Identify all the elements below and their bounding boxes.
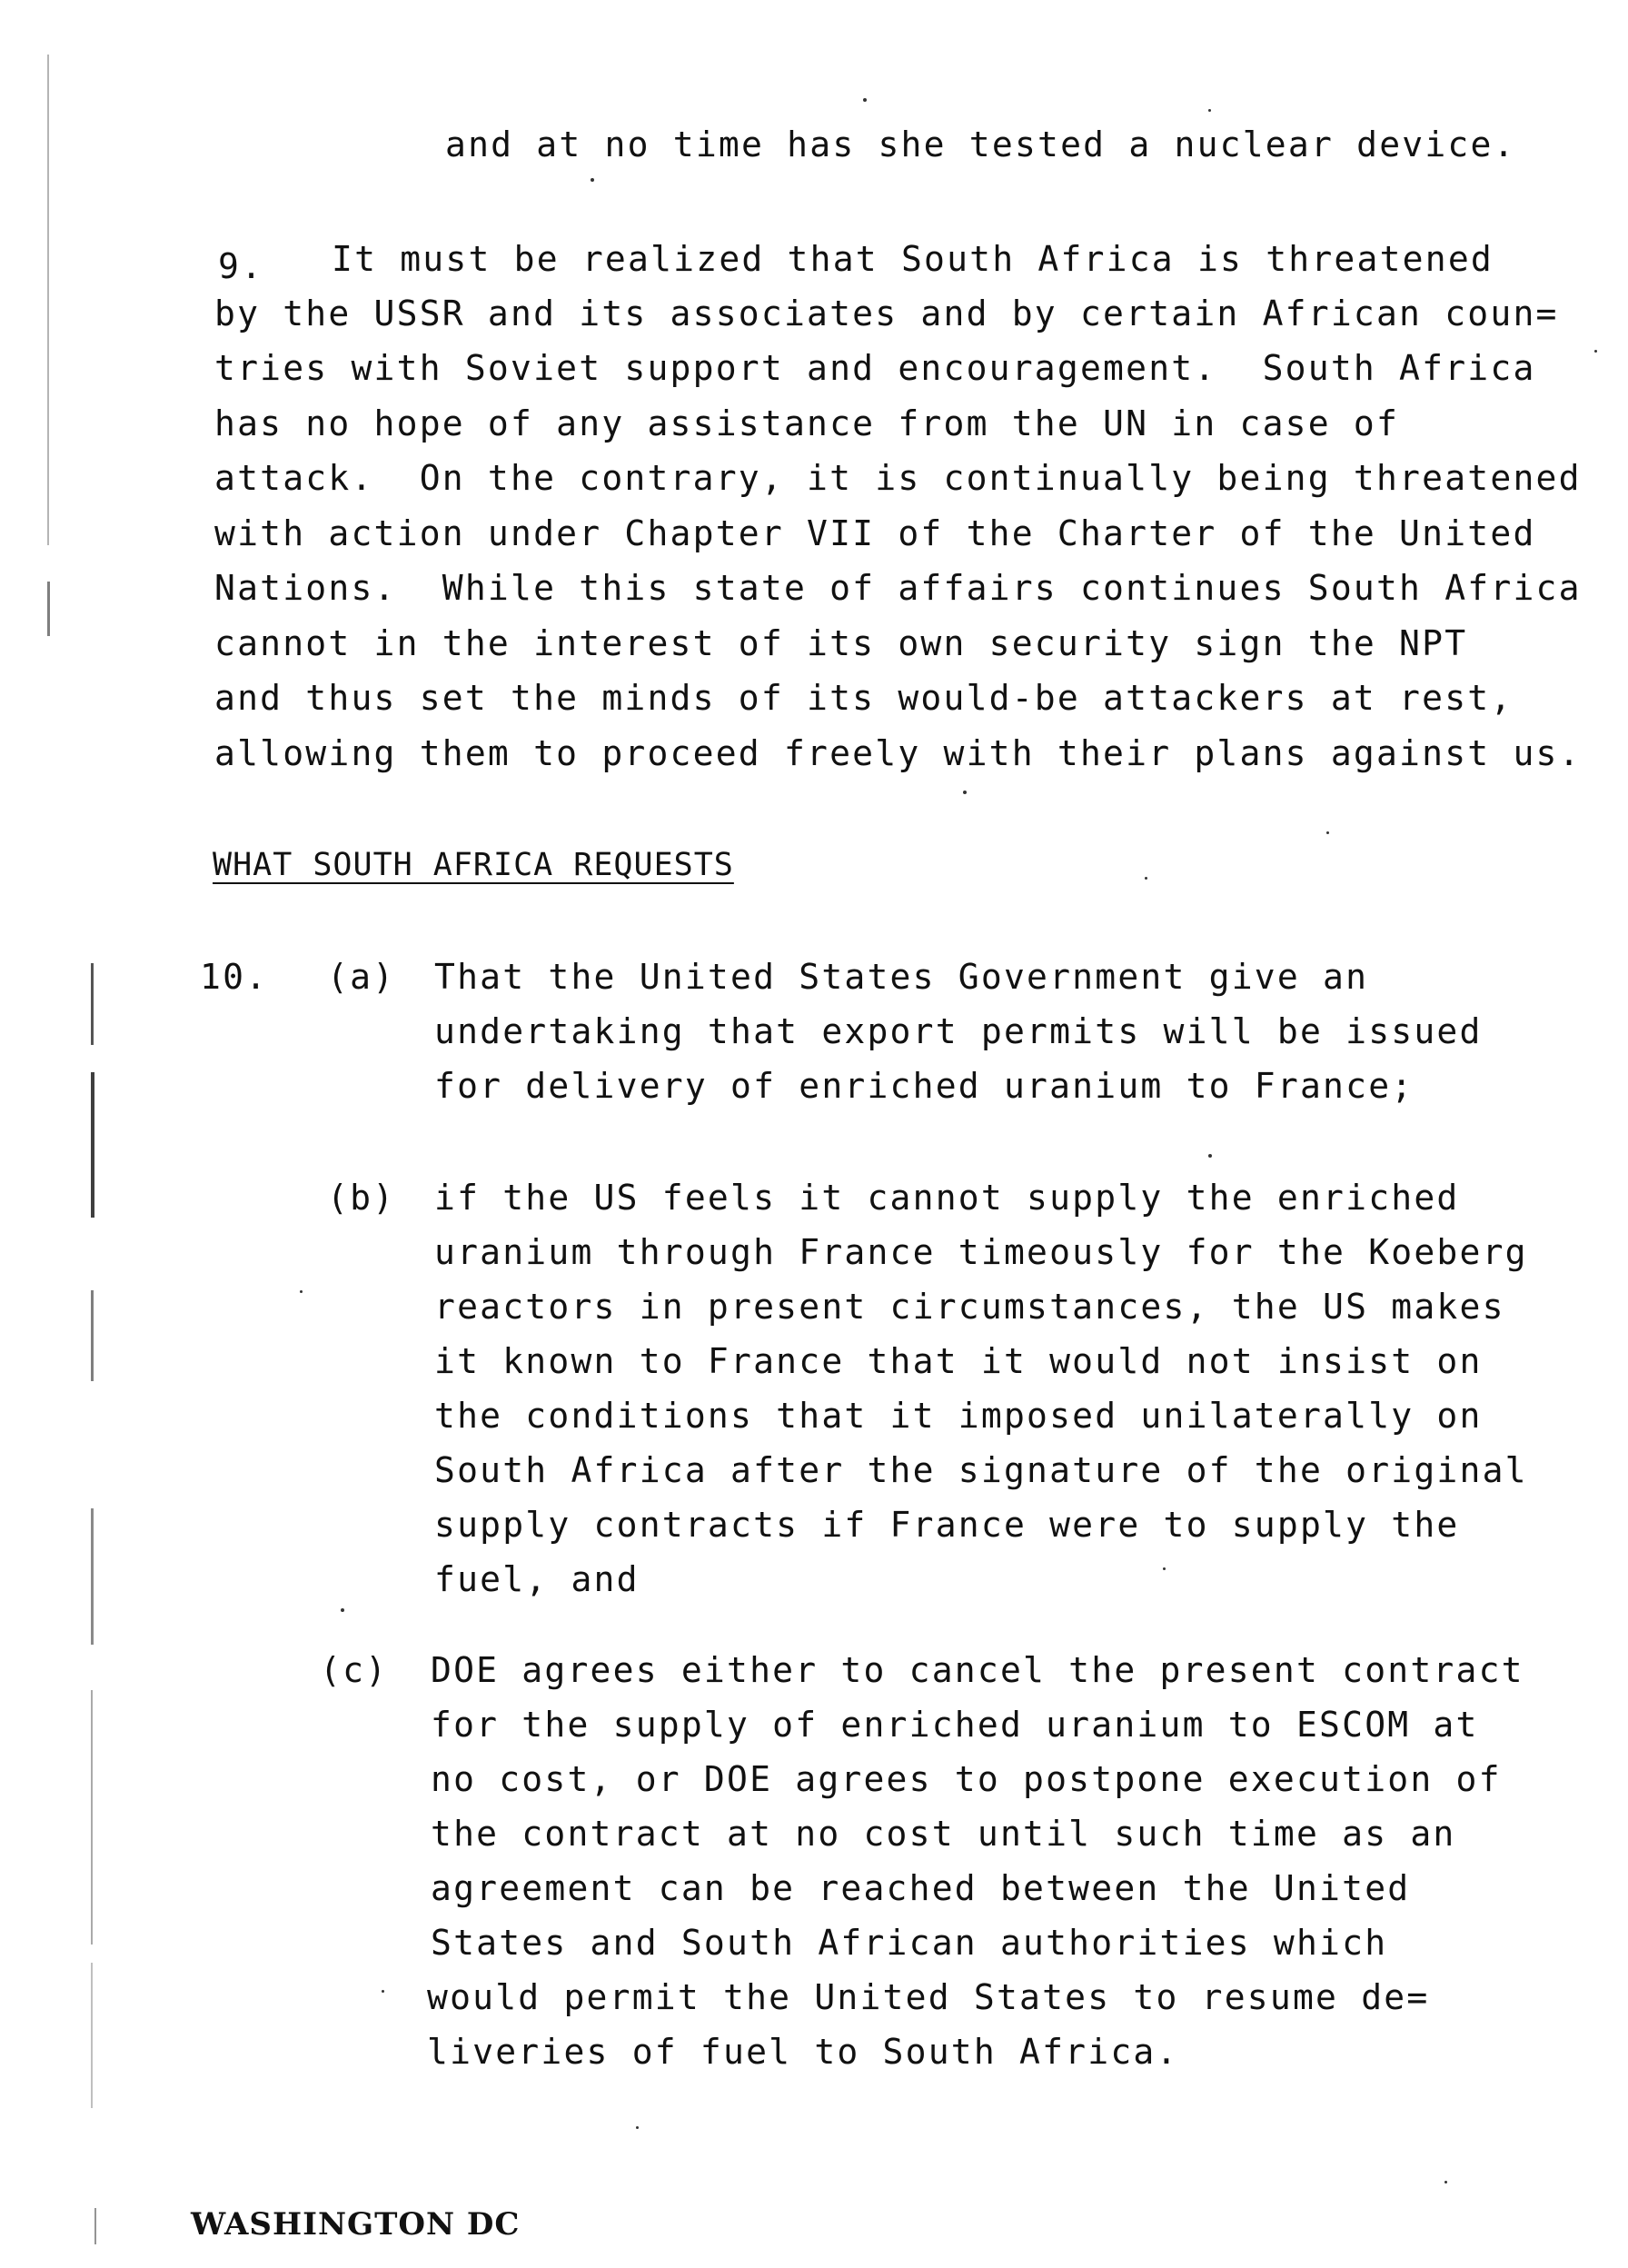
paragraph-9-line bold: attack. On the contrary, it is continually being threatened [214,458,1582,498]
scan-edge-mark [91,1072,94,1218]
item-b-line: fuel, and [434,1559,640,1599]
paragraph-9-number: 9. [218,246,264,286]
item-c-line: for the supply of enriched uranium to ESCOM at [431,1705,1479,1745]
item-b-label: (b) [327,1178,396,1218]
paragraph-9-line: allowing them to proceed freely with their plans against us. [214,733,1582,773]
scan-edge-mark [91,1508,94,1645]
item-b-line: South Africa after the signature of the original [434,1450,1528,1490]
scan-edge-mark [91,1290,94,1381]
paragraph-9-line: with action under Chapter VII of the Charter of the United [214,513,1536,553]
paragraph-10-number: 10. [200,957,269,997]
item-b-line: supply contracts if France were to supply the [434,1505,1460,1545]
scan-speck [591,178,594,182]
paragraph-9-line: tries with Soviet support and encouragement. South Africa [214,348,1536,388]
item-b-line: if the US feels it cannot supply the enriched [434,1178,1460,1218]
scan-edge-mark [91,963,94,1045]
paragraph-9-line: has no hope of any assistance from the UN in case of [214,403,1400,443]
item-a-line: undertaking that export permits will be issued [434,1011,1483,1051]
item-a-label: (a) [327,957,396,997]
item-b-line: uranium through France timeously for the Koeberg [434,1232,1528,1272]
paragraph-9-line: It must be realized that South Africa is threatened [332,239,1494,279]
continuation-line: and at no time has she tested a nuclear device. [445,124,1516,164]
item-c-line: would permit the United States to resume de= [427,1977,1430,2017]
item-b-line: reactors in present circumstances, the US makes [434,1287,1505,1327]
item-a-line: for delivery of enriched uranium to France; [434,1066,1415,1106]
item-c-line: States and South African authorities which [431,1923,1388,1963]
item-b-line: it known to France that it would not insist on [434,1341,1483,1381]
paragraph-9-line: by the USSR and its associates and by certain African coun= [214,293,1559,333]
section-heading: WHAT SOUTH AFRICA REQUESTS [213,847,734,883]
footer-location: WASHINGTON DC [191,2206,521,2243]
item-c-line: liveries of fuel to South Africa. [427,2032,1179,2072]
paragraph-9-line: cannot in the interest of its own security sign the NPT [214,623,1468,663]
item-c-line: agreement can be reached between the United [431,1868,1411,1908]
scan-edge-mark [94,2208,96,2244]
scan-speck [300,1290,303,1293]
scan-speck [1163,1567,1166,1570]
scan-speck [863,98,867,102]
scan-speck [1444,2181,1447,2183]
scan-edge-mark [91,1963,93,2108]
scan-speck [1594,350,1597,353]
paragraph-9-line: Nations. While this state of affairs continues South Africa [214,568,1582,608]
scan-speck [1208,109,1211,112]
item-a-line: That the United States Government give an [434,957,1369,997]
scan-speck [963,791,967,794]
scan-speck [1208,1154,1212,1158]
item-c-label: (c) [320,1650,389,1690]
paragraph-9-line: and thus set the minds of its would-be attackers at rest, [214,678,1514,718]
scan-speck [341,1608,344,1612]
scan-speck [636,2126,639,2129]
scan-edge-mark [47,55,49,545]
scan-speck [1145,877,1147,880]
item-c-line: no cost, or DOE agrees to postpone execution of [431,1759,1502,1799]
item-c-line: the contract at no cost until such time as an [431,1814,1456,1854]
scan-edge-mark [47,582,50,636]
item-b-line: the conditions that it imposed unilaterally on [434,1396,1483,1436]
scan-speck [1326,831,1329,834]
scan-speck [382,1990,384,1993]
scan-edge-mark [91,1690,93,1945]
item-c-line: DOE agrees either to cancel the present contract [431,1650,1524,1690]
